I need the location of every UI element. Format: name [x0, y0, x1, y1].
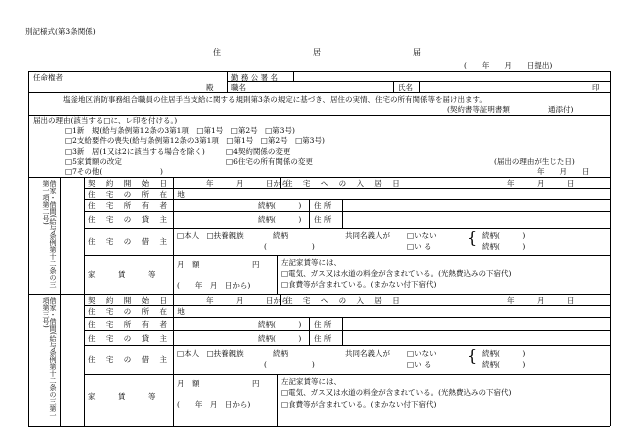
s2-co-rel-2[interactable]: 続柄( )	[482, 360, 526, 369]
reason-7-close: )	[100, 167, 163, 176]
s1-co-rel-1[interactable]: 続柄( )	[482, 231, 526, 240]
section1-side-label: 借家・借間(給与条例第十二条の三第一項第二号)	[42, 180, 57, 288]
s2-co-no[interactable]: □いない	[407, 349, 437, 358]
dono-label: 殿	[206, 83, 214, 92]
s2-self-checkbox[interactable]: □本人 □扶養親族	[177, 349, 244, 358]
occur-date[interactable]: 年 月 日	[537, 167, 590, 176]
reason-2[interactable]: □2支給要件の喪失(給与条例第12条の3第1項 □第1号 □第2号 □第3号)	[65, 136, 325, 145]
s2-lender-label: 住 宅 の 貸 主	[88, 334, 172, 343]
s2-borrower-relation: 続柄	[273, 349, 288, 358]
seal-mark: 印	[592, 83, 600, 92]
s1-contract-label: 契 約 開 始 日	[88, 179, 172, 188]
s1-rent-from[interactable]: ( 年 月 日から)	[177, 281, 251, 290]
s2-location-label: 住 宅 の 所 在 地	[88, 307, 189, 316]
reason-4[interactable]: □4契約関係の変更	[226, 147, 291, 156]
reason-7[interactable]: □7その他(	[65, 167, 103, 176]
s2-owner-relation[interactable]: 続柄( )	[258, 320, 302, 329]
s1-owner-label: 住 宅 所 有 者	[88, 201, 172, 210]
s2-co-rel-1[interactable]: 続柄( )	[482, 349, 526, 358]
title-char-3: 届	[413, 48, 421, 57]
statement-text: 塩釜地区消防事務組合職員の住居手当支給に関する規則第3条の規定に基づき、居住の実情、住宅の所有関係等を届け出ます。	[63, 95, 487, 104]
s1-movein-date[interactable]: 年 月 日	[507, 179, 575, 188]
section2-side-label: 借家・借間(給与条例第十二条の三第一項第三号)	[42, 297, 57, 419]
s1-lender-address: 住 所	[314, 215, 332, 224]
s2-lender-relation[interactable]: 続柄( )	[258, 334, 302, 343]
s2-contract-date[interactable]: 年 月 日から	[206, 296, 289, 305]
reason-5[interactable]: □5家賃額の改定	[65, 157, 122, 166]
s1-lender-label: 住 宅 の 貸 主	[88, 215, 172, 224]
signer-label: 勤 務 公 署 名	[231, 73, 279, 82]
s2-yen: 円	[252, 379, 260, 388]
reason-6[interactable]: □6住宅の所有関係の変更	[226, 157, 313, 166]
attachment-tail: 通添付)	[548, 105, 574, 114]
s1-movein-label: 住 宅 へ の 入 居 日	[285, 179, 404, 188]
s2-borrower-label: 住 宅 の 借 主	[88, 355, 172, 364]
s2-borrower-paren[interactable]: ( )	[264, 360, 315, 369]
s1-co-label: 共同名義人が	[345, 231, 390, 240]
s2-contract-label: 契 約 開 始 日	[88, 296, 172, 305]
post-label: 職名	[231, 83, 246, 92]
s1-note-utilities[interactable]: □電気、ガス又は水道の料金が含まれている。(光熱費込みの下宿代)	[281, 269, 512, 278]
reason-3[interactable]: □3新 居(1又は2に該当する場合を除く)	[65, 147, 205, 156]
s1-lender-relation[interactable]: 続柄( )	[258, 215, 302, 224]
s2-movein-date[interactable]: 年 月 日	[507, 296, 575, 305]
frame-bottom	[28, 426, 610, 427]
occur-label: (届出の理由が生じた日)	[494, 157, 575, 166]
s2-lender-address: 住 所	[314, 334, 332, 343]
s2-monthly-label: 月 額	[177, 379, 200, 388]
s1-self-checkbox[interactable]: □本人 □扶養親族	[177, 231, 244, 240]
attachment-label: (契約書等証明書類	[447, 105, 510, 114]
form-label: 別記様式(第3条関係)	[25, 27, 96, 36]
s1-borrower-relation: 続柄	[273, 231, 288, 240]
s1-owner-address: 住 所	[314, 201, 332, 210]
frame-top	[28, 71, 610, 72]
s2-co-label: 共同名義人が	[345, 349, 390, 358]
s2-rent-label: 家 賃 等	[88, 392, 156, 401]
s2-owner-label: 住 宅 所 有 者	[88, 320, 172, 329]
s1-co-rel-2[interactable]: 続柄( )	[482, 242, 526, 251]
s1-owner-relation[interactable]: 続柄( )	[258, 201, 302, 210]
reasons-heading: 届出の理由(該当する□に、レ印を付ける。)	[33, 116, 178, 125]
s1-rent-label: 家 賃 等	[88, 270, 156, 279]
frame-left	[28, 71, 29, 426]
frame-right	[610, 71, 611, 426]
s1-yen: 円	[252, 260, 260, 269]
s1-borrower-paren[interactable]: ( )	[264, 242, 315, 251]
s1-contract-date[interactable]: 年 月 日から	[206, 179, 289, 188]
s2-note-meals[interactable]: □食費等が含まれている。(まかない付下宿代)	[281, 400, 437, 409]
s1-brace: {	[467, 228, 478, 247]
title-char-2: 居	[313, 48, 321, 57]
s1-co-no[interactable]: □いない	[407, 231, 437, 240]
s2-note-utilities[interactable]: □電気、ガス又は水道の料金が含まれている。(光熱費込みの下宿代)	[281, 388, 512, 397]
name-label: 氏名	[398, 83, 413, 92]
s1-borrower-label: 住 宅 の 借 主	[88, 237, 172, 246]
s2-rent-from[interactable]: ( 年 月 日から)	[177, 400, 251, 409]
appointer-label: 任命権者	[33, 73, 63, 82]
s2-movein-label: 住 宅 へ の 入 居 日	[285, 296, 404, 305]
submission-date: ( 年 月 日提出)	[464, 61, 553, 70]
s2-co-yes[interactable]: □い る	[407, 360, 432, 369]
s1-location-label: 住 宅 の 所 在 地	[88, 190, 189, 199]
s2-owner-address: 住 所	[314, 320, 332, 329]
s2-brace: {	[467, 346, 478, 365]
title-char-1: 住	[213, 48, 221, 57]
s1-co-yes[interactable]: □い る	[407, 242, 432, 251]
s1-note-head: 左記家賃等には、	[281, 258, 341, 267]
s1-note-meals[interactable]: □食費等が含まれている。(まかない付下宿代)	[281, 280, 437, 289]
reason-1[interactable]: □1新 規(給与条例第12条の3第1項 □第1号 □第2号 □第3号)	[65, 126, 295, 135]
s2-note-head: 左記家賃等には、	[281, 377, 341, 386]
s1-monthly-label: 月 額	[177, 260, 200, 269]
